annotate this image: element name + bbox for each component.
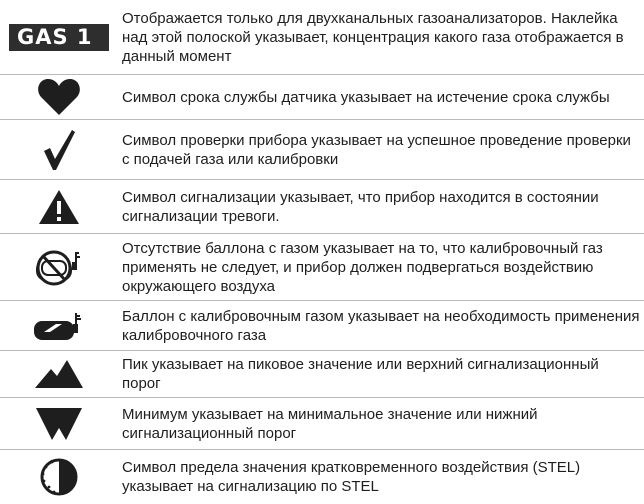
minimum-icon [35,407,83,441]
table-row [0,75,644,120]
row-description: Символ срока службы датчика указывает на истечение срока службы [122,88,610,106]
table-row [0,0,644,75]
heart-icon [37,78,81,116]
table-row [0,398,644,450]
row-description: Отсутствие баллона с газом указывает на то, что калибровочный газ применять не следует, и прибор должен подвергаться воздействию окружающего воздуха [122,239,603,295]
row-description: Символ предела значения кратковременного воздействия (STEL) указывает на сигнализацию по STEL [122,459,581,495]
row-description: Символ проверки прибора указывает на успешное проведение проверки с подачей газа или калибровки [122,131,631,168]
gas-1-badge: GAS 1 [9,24,109,51]
stel-clock-icon [39,457,79,497]
table-row [0,180,644,234]
table-row [0,301,644,351]
no-gas-cylinder-icon [32,247,86,287]
table-row [0,450,644,504]
table-row [0,120,644,180]
checkmark-icon [42,129,76,171]
table-row [0,234,644,301]
row-description: Отображается только для двухканальных газоанализаторов. Наклейка над этой полоской указывает, концентрация какого газа отображается в данный момент [122,9,624,65]
row-description: Пик указывает на пиковое значение или верхний сигнализационный порог [122,356,599,392]
peak-icon [34,359,84,389]
table-row [0,351,644,398]
gas-cylinder-icon [32,310,86,342]
row-description: Баллон с калибровочным газом указывает на необходимость применения калибровочного газа [122,307,640,344]
warning-triangle-icon [38,189,80,225]
row-description: Минимум указывает на минимальное значение или нижний сигнализационный порог [122,405,538,442]
row-description: Символ сигнализации указывает, что прибор находится в состоянии сигнализации тревоги. [122,188,599,225]
